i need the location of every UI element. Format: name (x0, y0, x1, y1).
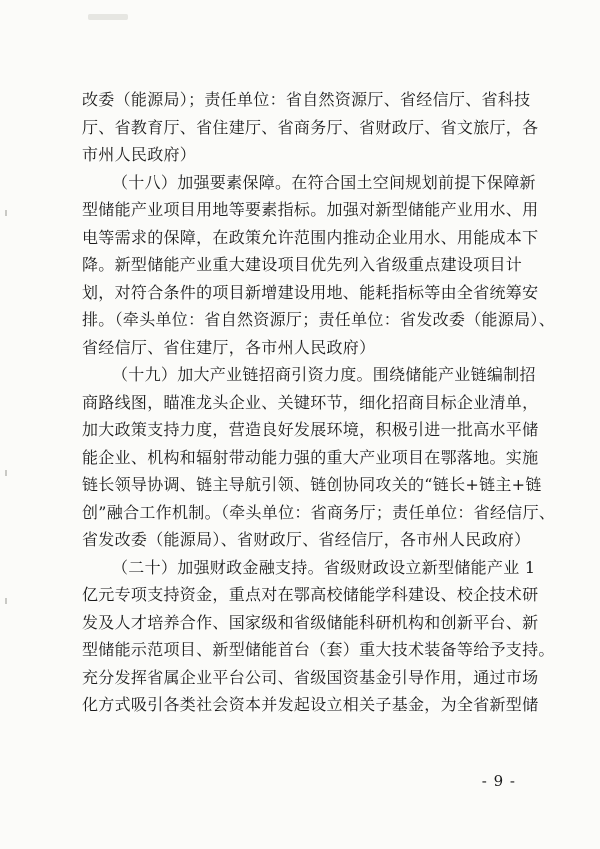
text-line: 型储能产业项目用地等要素指标。加强对新型储能产业用水、用 (82, 200, 539, 219)
text-line: 创”融合工作机制。（牵头单位：省商务厅；责任单位：省经信厅、 (82, 502, 556, 522)
text-line: 排。（牵头单位：省自然资源厅；责任单位：省发改委（能源局）、 (82, 310, 556, 329)
text-line: 加大政策支持力度，营造良好发展环境，积极引进一批高水平储 (82, 420, 539, 439)
text-line: 化方式吸引各类社会资本并发起设立相关子基金，为全省新型储 (82, 695, 539, 714)
scan-smudge (88, 14, 128, 20)
paragraph-heading-line: （十八）加强要素保障。在符合国土空间规划前提下保障新 (112, 172, 536, 192)
text-line: 商路线图，瞄准龙头企业、关键环节，细化招商目标企业清单， (82, 392, 539, 412)
document-body (82, 86, 556, 719)
scan-edge-mark (5, 598, 7, 604)
text-line: 降。新型储能产业重大建设项目优先列入省级重点建设项目计 (82, 255, 523, 274)
paragraph-heading-line: （十九）加大产业链招商引资力度。围绕储能产业链编制招 (112, 365, 536, 384)
scan-edge-mark (5, 210, 7, 216)
text-line: 能企业、机构和辐射带动能力强的重大产业项目在鄂落地。实施 (82, 447, 539, 467)
text-line: 划，对符合条件的项目新增建设用地、能耗指标等由全省统筹安 (82, 282, 539, 302)
text-line: 型储能示范项目、新型储能首台（套）重大技术装备等给予支持。 (82, 640, 555, 659)
text-line: 市州人民政府） (82, 145, 197, 164)
scan-edge-mark (5, 470, 7, 476)
text-line: 厅、省教育厅、省住建厅、省商务厅、省财政厅、省文旅厅，各 (82, 117, 539, 137)
text-line: 亿元专项支持资金，重点对在鄂高校储能学科建设、校企技术研 (82, 585, 539, 604)
text-line: 省发改委（能源局）、省财政厅、省经信厅，各市州人民政府） (82, 530, 531, 549)
paragraph-heading-line: （二十）加强财政金融支持。省级财政设立新型储能产业 1 (112, 557, 536, 577)
text-line: 充分发挥省属企业平台公司、省级国资基金引导作用，通过市场 (82, 667, 539, 687)
text-line: 发及人才培养合作、国家级和省级储能科研机构和创新平台、新 (82, 612, 539, 632)
text-line: 省经信厅、省住建厅，各市州人民政府） (82, 337, 376, 357)
text-line: 链长领导协调、链主导航引领、链创协同攻关的“链长+链主+链 (82, 475, 542, 494)
text-line: 电等需求的保障，在政策允许范围内推动企业用水、用能成本下 (82, 227, 539, 247)
text-line: 改委（能源局）；责任单位：省自然资源厅、省经信厅、省科技 (82, 90, 531, 109)
page-number: - 9 - (481, 772, 516, 790)
